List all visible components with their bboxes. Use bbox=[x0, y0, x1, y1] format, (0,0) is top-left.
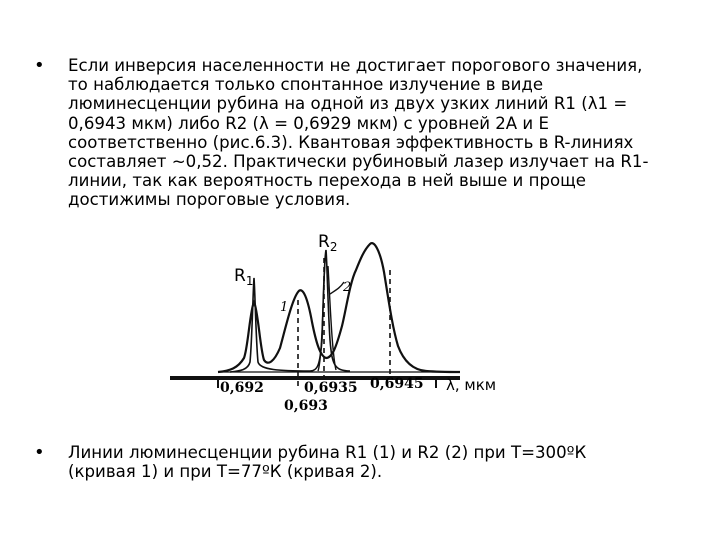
peak-label-r2: $R_2$ bbox=[318, 232, 338, 254]
tick-label-06935: 0,6935 bbox=[304, 380, 358, 396]
curve-pointer-2 bbox=[330, 282, 344, 294]
spectrum-figure bbox=[170, 230, 530, 420]
text-line: (кривая 1) и при Т=77ºК (кривая 2). bbox=[68, 462, 383, 482]
curve-label-1: 1 bbox=[280, 300, 289, 315]
curve-1-line bbox=[218, 243, 460, 372]
peak-label-r1: $R_1$ bbox=[234, 266, 254, 288]
bullet-marker: • bbox=[34, 55, 45, 76]
bullet-text bbox=[68, 56, 648, 210]
text-line: линии, так как вероятность перехода в ней выше и проще bbox=[68, 171, 586, 191]
axis-label-wavelength: λ, мкм bbox=[446, 376, 497, 394]
text-line: соответственно (рис.6.3). Квантовая эффективность в R-линиях bbox=[68, 132, 634, 152]
tick-label-06945: 0,6945 bbox=[370, 376, 424, 392]
text-line: 0,6943 мкм) либо R2 (λ = 0,6929 мкм) с уровней 2А и Е bbox=[68, 113, 549, 133]
text-line: то наблюдается только спонтанное излучение в виде bbox=[68, 75, 544, 95]
bullet-marker: • bbox=[34, 442, 45, 463]
text-line: Если инверсия населенности не достигает порогового значения, bbox=[68, 56, 643, 75]
text-line: составляет ~0,52. Практически рубиновый лазер излучает на R1- bbox=[68, 152, 649, 172]
curve-label-2: 2 bbox=[343, 280, 352, 295]
text-line: достижимы пороговые условия. bbox=[68, 190, 351, 210]
text-line: Линии люминесценции рубина R1 (1) и R2 (2) при Т=300ºК bbox=[68, 443, 587, 462]
tick-label-0693: 0,693 bbox=[284, 398, 328, 414]
tick-label-0692: 0,692 bbox=[220, 380, 264, 396]
text-line: люминесценции рубина на одной из двух узких линий R1 (λ1 = bbox=[68, 94, 628, 114]
bullet-text bbox=[68, 443, 586, 481]
